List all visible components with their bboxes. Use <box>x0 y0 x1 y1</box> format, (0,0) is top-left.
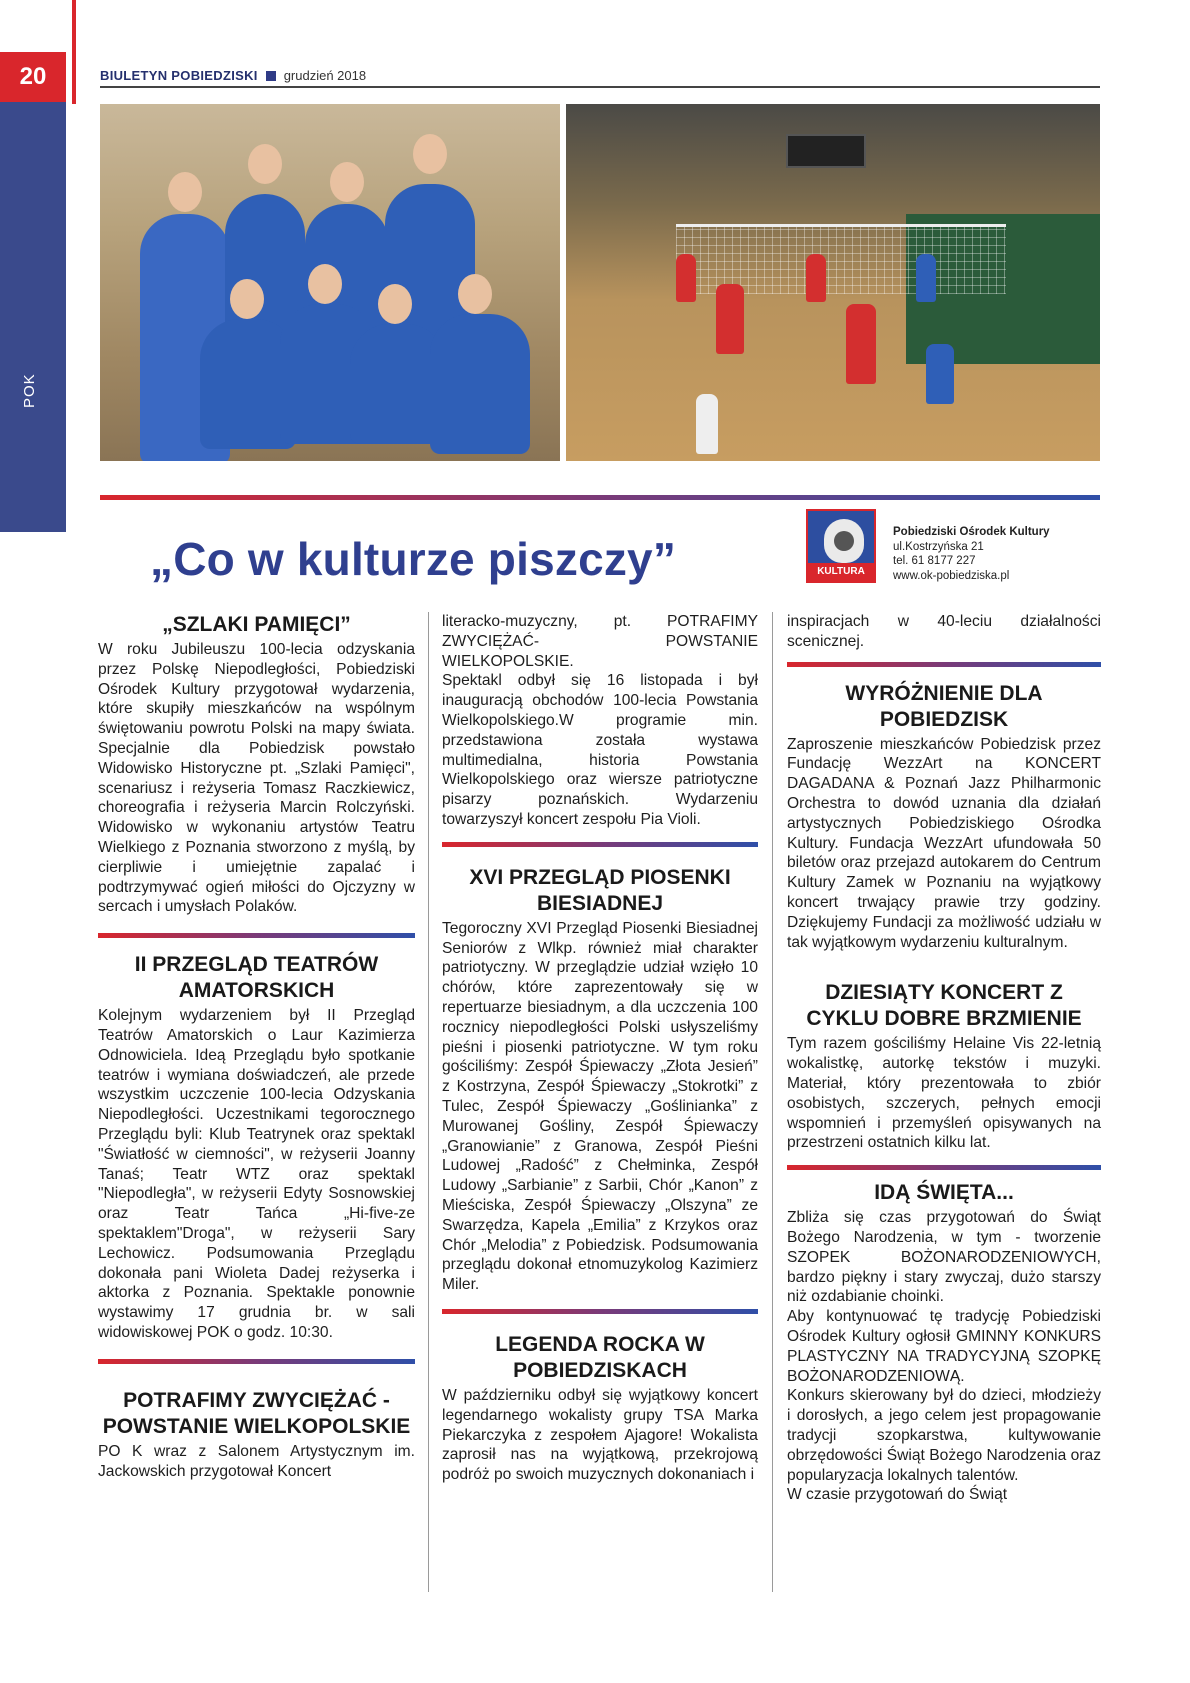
contact-org: Pobiedziski Ośrodek Kultury <box>893 526 1050 538</box>
section-body: Konkurs skierowany był do dzieci, młodzieży i dorosłych, a jego celem jest propagowanie tradycji szopkarstwa, kultywowanie obrzędowości Świąt Bożego Narodzenia oraz popularyzacja lokalnych talentów. <box>787 1387 1101 1484</box>
photo-figure-head <box>230 279 264 319</box>
side-accent-line <box>72 0 76 104</box>
volleyball-photo <box>566 104 1100 461</box>
section-body: Tym razem gościliśmy Helaine Vis 22-letnią wokalistkę, autorkę tekstów i muzyki. Materiał, który prezentowała to zbiór osobistych, szczerych, pełnych emocji wspomnień i przemyśleń opisywanych na przestrzeni ostatnich kilku lat. <box>787 1035 1101 1152</box>
photo-figure-head <box>413 134 447 174</box>
photo-figure-head <box>378 284 412 324</box>
section-body: W roku Jubileuszu 100-lecia odzyskania przez Polskę Niepodległości, Pobiedziski Ośrodek Kultury przygotował wydarzenia, które skupiły mieszkańców na wspólnym świętowaniu powrotu Polski na mapy świata. Specjalnie dla Pobiedzisk powstało Widowisko Historyczne pt. „Szlaki Pamięci", scenariusz i reżyseria Tomasz Raczkiewicz, choreografia i reżyseria Marcin Rolczyński. Widowisko w wykonaniu artystów Teatru Wielkiego z Poznania stworzono z myślą, by cierpliwie i umiejętnie zapalać i podtrzymywać ogień miłości do Ojczyzny w sercach i umysłach Polaków. <box>98 641 415 916</box>
logo-label: KULTURA <box>808 563 874 581</box>
section-body: PO K wraz z Salonem Artystycznym im. Jackowskich przygotował Koncert <box>98 1442 415 1480</box>
running-header <box>100 68 366 83</box>
player <box>716 284 744 354</box>
section-heading: XVI PRZEGLĄD PIOSENKI BIESIADNEJ <box>469 865 731 915</box>
player <box>926 344 954 404</box>
header-rule <box>100 86 1100 88</box>
section-body: inspiracjach w 40-leciu działalności scenicznej. <box>787 613 1101 650</box>
section-rule <box>442 1309 758 1314</box>
contact-address: ul.Kostrzyńska 21 <box>893 540 984 553</box>
publication-name: BIULETYN POBIEDZISKI <box>100 68 258 83</box>
side-label: POK <box>21 373 38 408</box>
section-body: Zbliża się czas przygotowań do Świąt Bożego Narodzenia, w tym - tworzenie SZOPEK BOŻONARODZENIOWYCH, bardzo piękny i stary zwyczaj, dużo starszy niż ozdabianie choinki. <box>787 1209 1101 1306</box>
contact-phone: tel. 61 8177 227 <box>893 555 976 567</box>
section-body: W czasie przygotowań do Świąt <box>787 1486 1008 1504</box>
column-separator <box>772 612 773 1592</box>
photo-figure <box>430 314 530 454</box>
section-heading: POTRAFIMY ZWYCIĘŻAĆ - POWSTANIE WIELKOPOLSKIE <box>102 1388 411 1438</box>
section-body: W październiku odbył się wyjątkowy koncert legendarnego wokalisty grupy TSA Marka Piekarczyka z zespołem Ajagore! Wokalista zaprosił nas na wyjątkową, przekrojową podróż po swoich muzycznych dokonaniach i <box>442 1386 758 1484</box>
issue-date: grudzień 2018 <box>283 68 367 83</box>
player <box>916 254 936 302</box>
pok-logo <box>806 509 876 583</box>
section-heading: WYRÓŻNIENIE DLA POBIEDZISK <box>845 681 1043 731</box>
photo-figure-head <box>308 264 342 304</box>
team-photo <box>100 104 560 461</box>
page-title: „Co w kulturze piszczy” <box>150 533 677 585</box>
column-1 <box>98 612 415 1481</box>
photo-figure-head <box>168 172 202 212</box>
scoreboard <box>786 134 866 168</box>
section-heading: II PRZEGLĄD TEATRÓW AMATORSKICH <box>134 953 379 1003</box>
contact-web: www.ok-pobiedziska.pl <box>893 569 1010 582</box>
column-separator <box>428 612 429 1592</box>
column-3 <box>787 612 1101 1505</box>
section-rule <box>787 1165 1101 1170</box>
section-body: Tegoroczny XVI Przegląd Piosenki Biesiadnej Seniorów z Wlkp. również miał charakter patriotyczny. W przeglądzie udział wzięło 10 chórów, które zaprezentowały się w repertuarze biesiadnym, a dla uczczenia 100 rocznicy niepodległości Polski usłyszeliśmy pieśni i piosenki patriotyczne. W tym roku gościliśmy: Zespół Śpiewaczy „Złota Jesień” z Kostrzyna, Zespół Śpiewaczy „Stokrotki” z Tulec, Zespół Śpiewaczy „Goślinianka” z Murowanej Gośliny, Zespół Śpiewaczy „Granowianie” z Granowa, Zespół Pieśni Ludowej „Radość” z Chełminka, Zespół Ludowy „Sarbianie” z Sarbii, Chór „Kanon” z Mieściska, Zespół Śpiewaczy „Olszyna” ze Swarzędza, Kapela „Emilia” z Krzykos oraz Chór „Melodia” z Pobiedzisk. Podsumowania przeglądu dokonał etnomuzykolog Kazimierz Miler. <box>442 919 758 1294</box>
side-strip <box>0 102 66 532</box>
section-heading: IDĄ ŚWIĘTA... <box>874 1181 1014 1205</box>
player <box>676 254 696 302</box>
section-body: Kolejnym wydarzeniem był II Przegląd Teatrów Amatorskich o Laur Kazimierza Odnowiciela. Ideą Przeglądu było spotkanie teatrów i wymiana doświadczeń, ale przede wszystkim uczczenie 100-lecia Odzyskania Niepodległości. Uczestnikami tegorocznego Przeglądu byli: Klub Teatrynek oraz spektakl "Światłość w ciemności", w reżyserii Joanny Tanaś; Teatr WTZ oraz spektakl "Niepodległa", w reżyserii Edyty Sosnowskiej oraz Teatr Tańca „Hi-five-ze spektaklem"Droga", w reżyserii Sary Lechowicz. Podsumowania Przeglądu dokonała pani Wioleta Dadej reżyserka i aktorka z Poznania. Spektakle ponownie wystawimy 17 grudnia br. w sali widowiskowej POK o godz. 10:30. <box>98 1007 415 1341</box>
header-square-icon <box>266 71 276 81</box>
column-2 <box>442 612 758 1485</box>
theatre-masks-icon <box>824 519 864 563</box>
contact-block <box>893 525 1050 583</box>
player <box>846 304 876 384</box>
section-body: Zaproszenie mieszkańców Pobiedzisk przez Fundację WezzArt na KONCERT DAGADANA & Poznań Jazz Philharmonic Orchestra to dowód uznania dla działań artystycznych Pobiedziskiego Ośrodka Kultury. Fundacja WezzArt ufundowała 50 biletów oraz przejazd autokarem do Centrum Kultury Zamek w Poznaniu na wyjątkowy koncert trwający prawie trzy godziny. Dziękujemy Fundacji za możliwość udziału w tak wyjątkowym wydarzeniu kulturalnym. <box>787 735 1101 951</box>
photo-figure-head <box>330 162 364 202</box>
section-body: literacko-muzyczny, pt. POTRAFIMY ZWYCIĘŻAĆ- POWSTANIE WIELKOPOLSKIE. <box>442 613 758 670</box>
section-rule <box>442 842 758 847</box>
photo-figure-head <box>248 144 282 184</box>
section-heading: LEGENDA ROCKA W POBIEDZISKACH <box>495 1332 705 1382</box>
player <box>806 254 826 302</box>
section-body: Spektakl odbył się 16 listopada i był inauguracją obchodów 100-lecia Powstania Wielkopolskiego.W programie min. przedstawiona została wystawa multimedialna, historia Powstania Wielkopolskiego oraz wiersze patriotyczne pisarzy poznańskich. Wydarzeniu towarzyszył koncert zespołu Pia Violi. <box>442 672 758 828</box>
section-heading: DZIESIĄTY KONCERT Z CYKLU DOBRE BRZMIENIE <box>806 981 1082 1031</box>
referee <box>696 394 718 454</box>
section-rule <box>98 933 415 938</box>
section-rule <box>787 662 1101 667</box>
section-heading: „SZLAKI PAMIĘCI” <box>162 613 351 636</box>
section-body: Aby kontynuować tę tradycję Pobiedziski Ośrodek Kultury ogłosił GMINNY KONKURS PLASTYCZNY NA TRADYCYJNĄ SZOPKĘ BOŻONARODZENIOWĄ. <box>787 1308 1101 1385</box>
page-number: 20 <box>0 52 66 102</box>
section-rule <box>100 495 1100 500</box>
photo-figure-head <box>458 274 492 314</box>
section-rule <box>98 1359 415 1364</box>
